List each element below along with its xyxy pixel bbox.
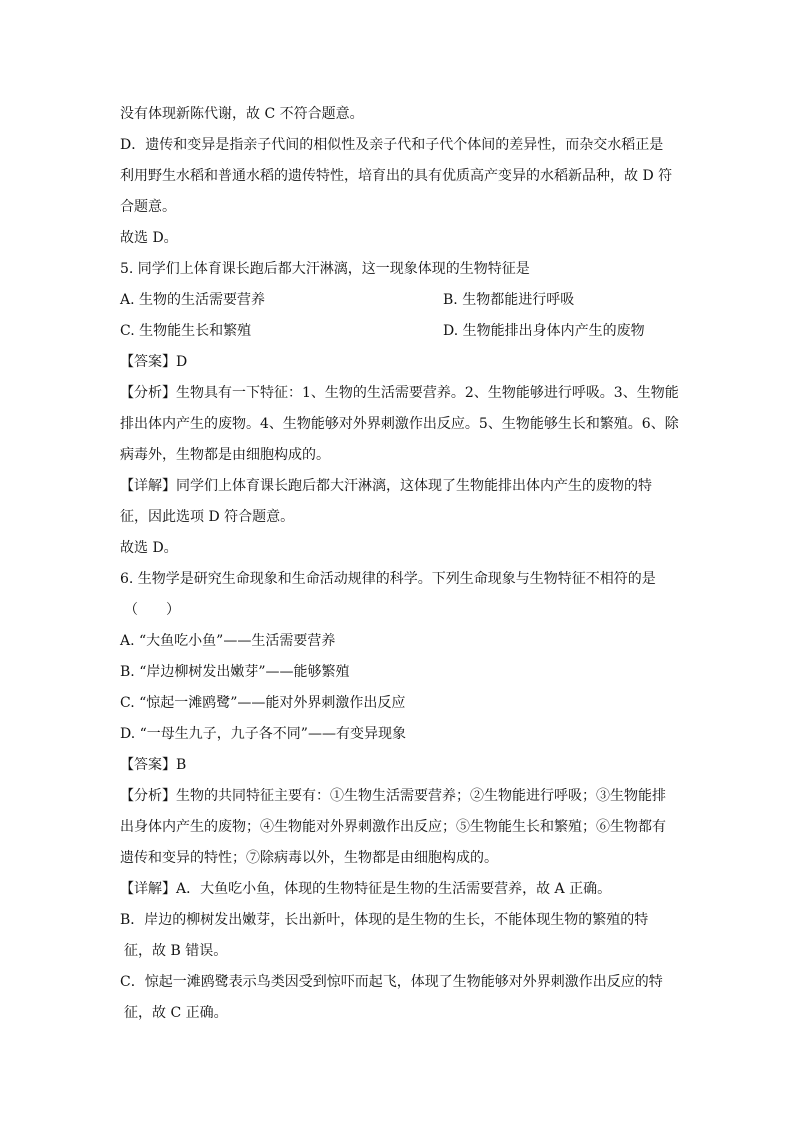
explanation-line: 【详解】A．大鱼吃小鱼，体现的生物特征是生物的生活需要营养，故 A 正确。 — [120, 881, 612, 897]
answer-label: 【答案】B — [120, 757, 187, 773]
question-5-stem: 5. 同学们上体育课长跑后都大汗淋漓，这一现象体现的生物特征是 — [120, 261, 530, 277]
text-line: 没有体现新陈代谢，故 C 不符合题意。 — [120, 106, 364, 122]
analysis-line: 出身体内产生的废物；④生物能对外界刺激作出反应；⑤生物能生长和繁殖；⑥生物都有 — [120, 819, 666, 835]
explanation-line: C．惊起一滩鸥鹭表示鸟类因受到惊吓而起飞，体现了生物能够对外界刺激作出反应的特 — [120, 974, 663, 990]
text-line: D．遗传和变异是指亲子代间的相似性及亲子代和子代个体间的差异性，而杂交水稻正是 — [120, 137, 664, 153]
text-line: 合题意。 — [120, 199, 176, 215]
question-6-option-b: B. “岸边柳树发出嫩芽”——能够繁殖 — [120, 664, 350, 680]
analysis-line: 病毒外，生物都是由细胞构成的。 — [120, 447, 330, 463]
analysis-line: 遗传和变异的特性；⑦除病毒以外，生物都是由细胞构成的。 — [120, 850, 498, 866]
explanation-line: 征，故 C 正确。 — [124, 1005, 228, 1021]
question-6-option-c: C. “惊起一滩鸥鹭”——能对外界刺激作出反应 — [120, 695, 406, 711]
explanation-line: 【详解】同学们上体育课长跑后都大汗淋漓，这体现了生物能排出体内产生的废物的特 — [120, 478, 652, 494]
text-line: 故选 D。 — [120, 230, 178, 246]
question-6-stem: 6. 生物学是研究生命现象和生命活动规律的科学。下列生命现象与生物特征不相符的是 — [120, 571, 656, 587]
question-6-option-d: D. “一母生九子，九子各不同”——有变异现象 — [120, 726, 406, 742]
text-line: 利用野生水稻和普通水稻的遗传特性，培育出的具有优质高产变异的水稻新品种，故 D 符 — [120, 168, 673, 184]
text-line: 故选 D。 — [120, 540, 178, 556]
explanation-line: B．岸边的柳树发出嫩芽，长出新叶，体现的是生物的生长，不能体现生物的繁殖的特 — [120, 912, 649, 928]
question-6-blank: （ ） — [124, 602, 180, 618]
explanation-line: 征，故 B 错误。 — [124, 943, 228, 959]
analysis-line: 排出体内产生的废物。4、生物能够对外界刺激作出反应。5、生物能够生长和繁殖。6、除 — [120, 416, 679, 432]
analysis-line: 【分析】生物的共同特征主要有：①生物生活需要营养；②生物能进行呼吸；③生物能排 — [120, 788, 666, 804]
question-5-option-b: B. 生物都能进行呼吸 — [443, 292, 575, 308]
question-6-option-a: A. “大鱼吃小鱼”——生活需要营养 — [120, 633, 336, 649]
question-5-option-a: A. 生物的生活需要营养 — [120, 292, 266, 308]
explanation-line: 征，因此选项 D 符合题意。 — [120, 509, 295, 525]
analysis-line: 【分析】生物具有一下特征：1、生物的生活需要营养。2、生物能够进行呼吸。3、生物能 — [120, 385, 679, 401]
answer-label: 【答案】D — [120, 354, 188, 370]
question-5-option-c: C. 生物能生长和繁殖 — [120, 323, 252, 339]
question-5-option-d: D. 生物能排出身体内产生的废物 — [443, 323, 645, 339]
